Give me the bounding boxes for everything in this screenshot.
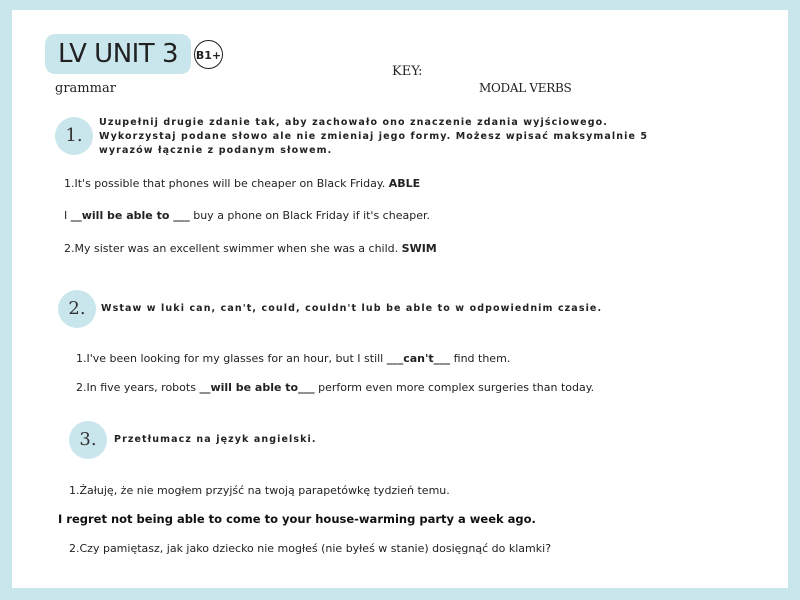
- key-label: KEY:: [392, 64, 423, 79]
- item-keyword: ABLE: [388, 177, 421, 190]
- answer-fill: __will be able to___: [199, 381, 315, 394]
- instruction-line: Uzupełnij drugie zdanie tak, aby zachowało ono znaczenie zdania wyjściowego.: [99, 117, 608, 128]
- section-1-item-2: [64, 242, 437, 255]
- item-suffix: perform even more complex surgeries than today.: [314, 381, 595, 394]
- instruction-line: Wykorzystaj podane słowo ale nie zmieniaj jego formy. Możesz wpisać maksymalnie 5: [99, 131, 649, 142]
- item-suffix: find them.: [450, 352, 511, 365]
- answer-suffix: buy a phone on Black Friday if it's cheaper.: [189, 209, 430, 222]
- section-1-item-1: [64, 177, 420, 190]
- section-3-item-1: 1.Żałuję, że nie mogłem przyjść na twoją parapetówkę tydzień temu.: [69, 484, 450, 497]
- section-1-answer-1: [64, 209, 430, 222]
- item-keyword: SWIM: [401, 242, 437, 255]
- answer-fill: __will be able to ___: [70, 209, 190, 222]
- section-3-answer-1: I regret not being able to come to your house-warming party a week ago.: [58, 512, 536, 526]
- section-2-number: 2.: [58, 290, 96, 328]
- section-2-item-1: [76, 352, 510, 365]
- topic-title: MODAL VERBS: [479, 81, 572, 95]
- item-prefix: 2.In five years, robots: [76, 381, 200, 394]
- level-badge: B1+: [194, 40, 223, 69]
- section-2-instruction: Wstaw w luki can, can't, could, couldn't lub be able to w odpowiednim czasie.: [101, 303, 603, 314]
- item-text: 1.It's possible that phones will be cheaper on Black Friday.: [64, 177, 386, 190]
- answer-fill: ___can't___: [386, 352, 451, 365]
- item-prefix: 1.I've been looking for my glasses for an hour, but I still: [76, 352, 387, 365]
- section-3-instruction: Przetłumacz na język angielski.: [114, 434, 317, 445]
- unit-title: LV UNIT 3: [45, 34, 191, 74]
- subtitle-grammar: grammar: [55, 81, 116, 96]
- section-3-number: 3.: [69, 421, 107, 459]
- item-text: 2.My sister was an excellent swimmer when she was a child.: [64, 242, 399, 255]
- instruction-line: wyrazów łącznie z podanym słowem.: [99, 145, 333, 156]
- answer-prefix: I: [64, 209, 71, 222]
- worksheet-page: [12, 10, 788, 588]
- section-2-item-2: [76, 381, 594, 394]
- section-1-instruction: [99, 116, 648, 158]
- section-3-item-2: 2.Czy pamiętasz, jak jako dziecko nie mogłeś (nie byłeś w stanie) dosięgnąć do klamki?: [69, 542, 552, 555]
- section-1-number: 1.: [55, 117, 93, 155]
